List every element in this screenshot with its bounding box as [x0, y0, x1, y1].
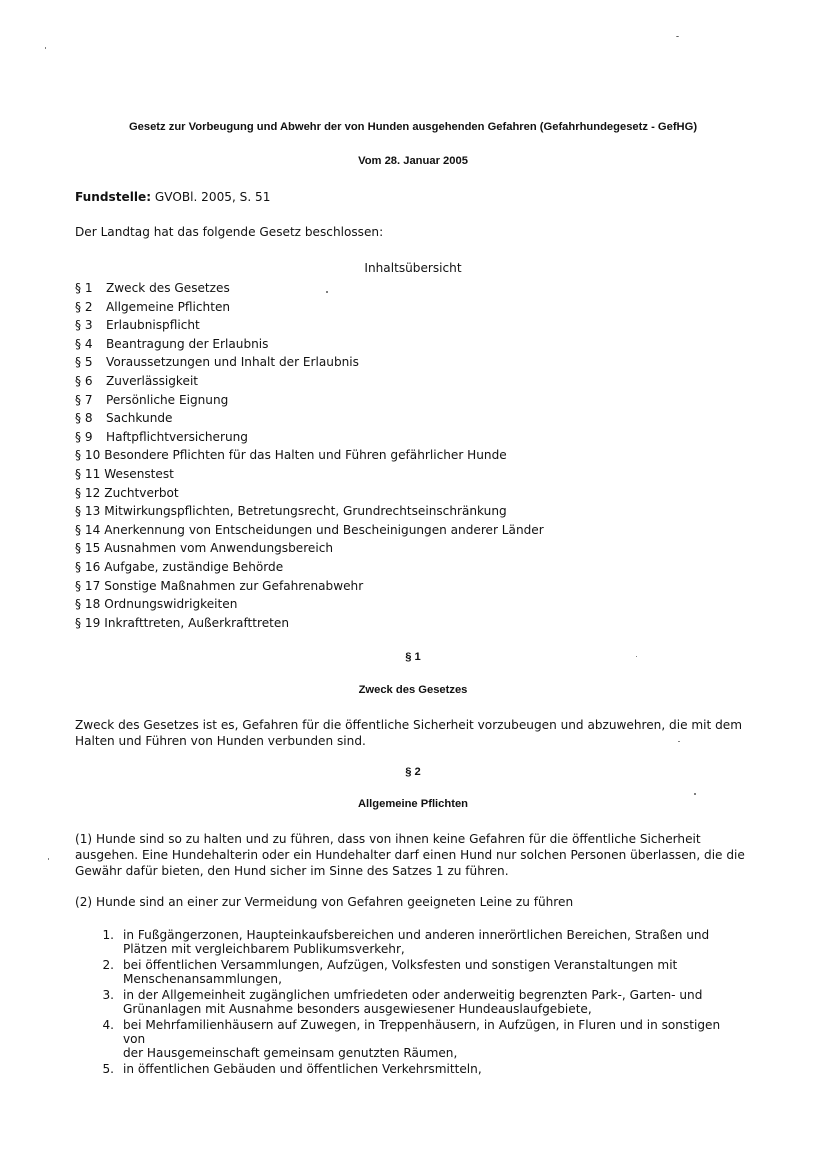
- text-line: Menschenansammlungen,: [123, 972, 282, 986]
- scan-speck: [48, 858, 49, 860]
- text-line: in öffentlichen Gebäuden und öffentlichen Verkehrsmitteln,: [123, 1062, 482, 1076]
- toc-item: [75, 577, 544, 596]
- toc-section-title: Zuverlässigkeit: [106, 373, 199, 388]
- list-number: 5.: [102, 1062, 114, 1076]
- toc-item: [75, 558, 544, 577]
- toc-item: [75, 316, 544, 335]
- toc-section-number: § 7: [75, 392, 93, 407]
- scan-speck: [678, 741, 680, 742]
- section-2-number: § 2: [405, 766, 421, 778]
- toc-section-number: § 9: [75, 429, 93, 444]
- toc-section-title: Haftpflichtversicherung: [106, 429, 248, 444]
- scan-speck: [636, 656, 637, 657]
- list-item: [92, 928, 743, 956]
- section-2-paragraph-1: [75, 831, 745, 879]
- toc-section-title: Zuchtverbot: [104, 485, 179, 500]
- toc-section-number: § 19: [75, 615, 101, 630]
- toc-section-title: Erlaubnispflicht: [106, 318, 200, 333]
- toc-section-title: Ordnungswidrigkeiten: [104, 597, 238, 612]
- toc-item: [75, 353, 544, 372]
- scan-speck: [45, 47, 46, 49]
- text-line: Grünanlagen mit Ausnahme besonders ausgewiesener Hundeauslaufgebiete,: [123, 1002, 592, 1016]
- toc-section-title: Beantragung der Erlaubnis: [106, 336, 269, 351]
- toc-section-number: § 14: [75, 522, 101, 537]
- toc-section-number: § 15: [75, 541, 101, 556]
- law-date: Vom 28. Januar 2005: [358, 155, 468, 167]
- scan-speck: [676, 36, 679, 37]
- text-line: bei Mehrfamilienhäusern auf Zuwegen, in Treppenhäusern, in Aufzügen, in Fluren und in sonstigen von: [123, 1018, 721, 1046]
- toc-section-title: Mitwirkungspflichten, Betretungsrecht, Grundrechtseinschränkung: [104, 504, 507, 519]
- toc-section-title: Voraussetzungen und Inhalt der Erlaubnis: [106, 355, 359, 370]
- text-line: ausgehen. Eine Hundehalterin oder ein Hundehalter darf einen Hund nur solchen Personen überlassen, die die: [75, 848, 745, 862]
- toc-section-number: § 1: [75, 281, 93, 295]
- toc-section-number: § 2: [75, 299, 93, 314]
- toc-section-title: Sonstige Maßnahmen zur Gefahrenabwehr: [104, 578, 364, 593]
- text-line: Zweck des Gesetzes ist es, Gefahren für die öffentliche Sicherheit vorzubeugen und abzuwehren, die mit dem: [75, 718, 742, 732]
- toc-section-number: § 11: [75, 466, 101, 481]
- text-line: Plätzen mit vergleichbarem Publikumsverkehr,: [123, 942, 405, 956]
- toc-item: [75, 521, 544, 540]
- toc-item: [75, 614, 544, 633]
- toc-section-number: § 5: [75, 355, 93, 370]
- leash-list: [92, 928, 743, 1078]
- toc-section-number: § 18: [75, 597, 101, 612]
- toc-section-number: § 3: [75, 318, 93, 333]
- toc-section-title: Persönliche Eignung: [106, 392, 229, 407]
- list-number: 4.: [102, 1018, 114, 1032]
- toc-item: [75, 409, 544, 428]
- toc-section-number: § 13: [75, 504, 101, 519]
- toc-item: [75, 484, 544, 503]
- toc-section-number: § 17: [75, 578, 101, 593]
- fundstelle-value: GVOBl. 2005, S. 51: [151, 190, 271, 204]
- toc-item: [75, 428, 544, 447]
- scan-speck: [694, 793, 696, 795]
- section-1-number: § 1: [405, 651, 421, 663]
- toc-item: [75, 595, 544, 614]
- text-line: in Fußgängerzonen, Haupteinkaufsbereichen und anderen innerörtlichen Bereichen, Straßen und: [123, 928, 710, 942]
- text-line: in der Allgemeinheit zugänglichen umfriedeten oder anderweitig begrenzten Park-, Garten- und: [123, 988, 703, 1002]
- toc-item: [75, 335, 544, 354]
- toc-item: [75, 372, 544, 391]
- toc-item: [75, 539, 544, 558]
- list-number: 1.: [102, 928, 114, 942]
- toc-section-number: § 6: [75, 373, 93, 388]
- text-line: bei öffentlichen Versammlungen, Aufzügen, Volksfesten und sonstigen Veranstaltungen mit: [123, 958, 678, 972]
- list-item: [92, 1018, 743, 1060]
- toc-section-title: Wesenstest: [104, 466, 174, 481]
- toc-item: [75, 391, 544, 410]
- toc-section-number: § 16: [75, 559, 101, 574]
- text-line: Gewähr dafür bieten, den Hund sicher im Sinne des Satzes 1 zu führen.: [75, 864, 509, 878]
- toc-section-number: § 10: [75, 448, 101, 463]
- toc-section-title: Ausnahmen vom Anwendungsbereich: [104, 541, 334, 556]
- toc-section-title: Besondere Pflichten für das Halten und Führen gefährlicher Hunde: [104, 448, 507, 463]
- fundstelle-label: Fundstelle:: [75, 190, 152, 204]
- list-item: [92, 958, 743, 986]
- section-1-heading: Zweck des Gesetzes: [358, 684, 468, 696]
- list-number: 3.: [102, 988, 114, 1002]
- text-line: Halten und Führen von Hunden verbunden sind.: [75, 734, 366, 748]
- toc-item: [75, 298, 544, 317]
- toc-item: [75, 502, 544, 521]
- toc-section-title: Allgemeine Pflichten: [106, 299, 231, 314]
- toc-item: [75, 279, 544, 298]
- section-1-text: [75, 717, 745, 749]
- toc-section-title: Zweck des Gesetzes: [106, 281, 230, 295]
- fundstelle: [75, 189, 270, 205]
- list-item: [92, 988, 743, 1016]
- table-of-contents: [75, 279, 544, 632]
- scan-speck: [326, 291, 328, 293]
- toc-section-title: Inkrafttreten, Außerkrafttreten: [104, 615, 289, 630]
- toc-item: [75, 446, 544, 465]
- section-2-heading: Allgemeine Pflichten: [357, 798, 469, 810]
- list-item: [92, 1062, 743, 1076]
- toc-section-title: Sachkunde: [106, 411, 173, 426]
- toc-section-title: Anerkennung von Entscheidungen und Bescheinigungen anderer Länder: [104, 522, 544, 537]
- toc-section-number: § 4: [75, 336, 93, 351]
- toc-title: Inhaltsübersicht: [364, 261, 462, 275]
- law-title: Gesetz zur Vorbeugung und Abwehr der von Hunden ausgehenden Gefahren (Gefahrhundegesetz - GefHG): [128, 121, 698, 133]
- list-number: 2.: [102, 958, 114, 972]
- toc-section-title: Aufgabe, zuständige Behörde: [104, 559, 284, 574]
- section-2-paragraph-2: (2) Hunde sind an einer zur Vermeidung von Gefahren geeigneten Leine zu führen: [75, 895, 574, 909]
- intro-text: Der Landtag hat das folgende Gesetz beschlossen:: [75, 225, 384, 239]
- toc-item: [75, 465, 544, 484]
- toc-section-number: § 12: [75, 485, 101, 500]
- toc-section-number: § 8: [75, 411, 93, 426]
- text-line: (1) Hunde sind so zu halten und zu führen, dass von ihnen keine Gefahren für die öffentliche Sicherheit: [75, 832, 701, 846]
- text-line: der Hausgemeinschaft gemeinsam genutzten Räumen,: [123, 1046, 458, 1060]
